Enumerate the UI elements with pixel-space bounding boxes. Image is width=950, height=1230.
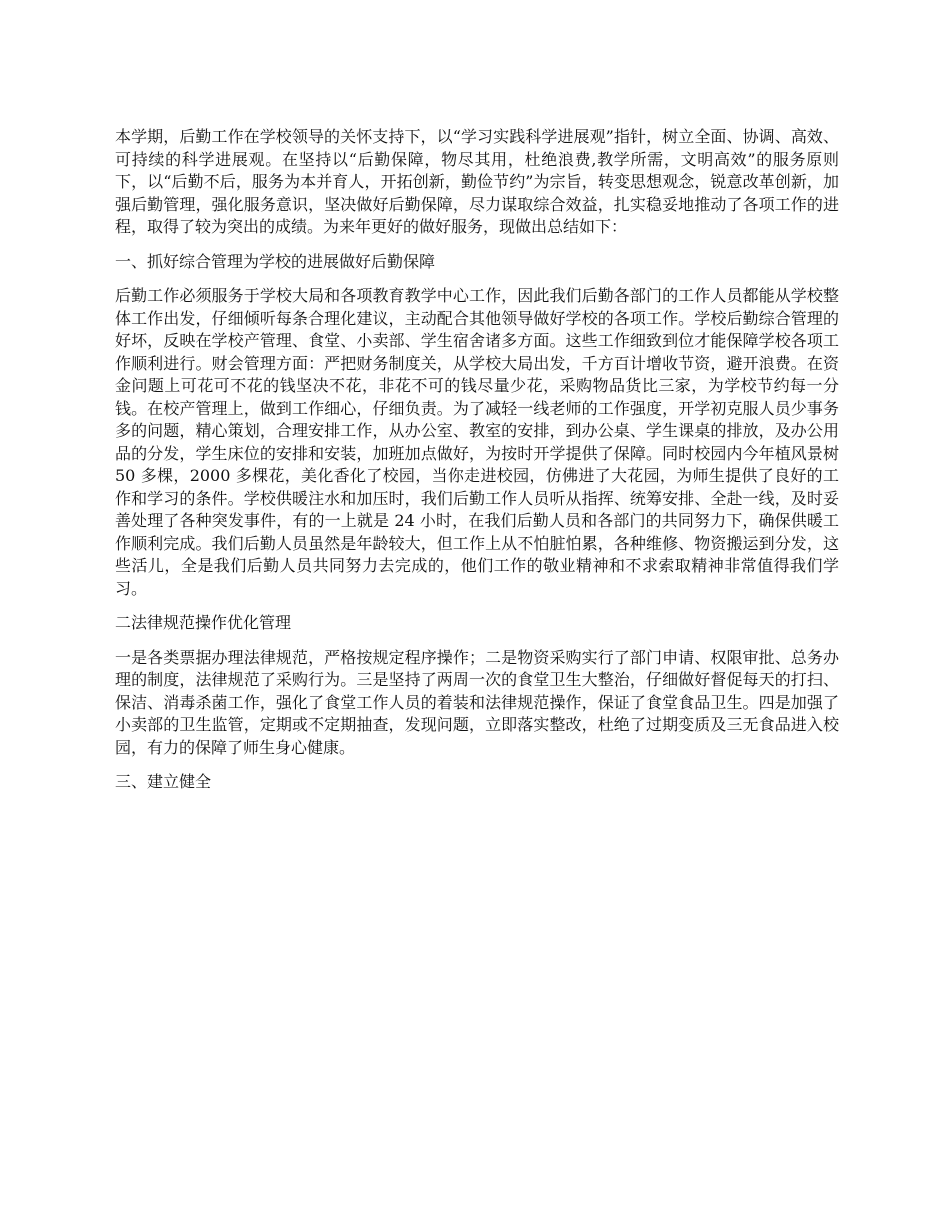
section-1-paragraph: 后勤工作必须服务于学校大局和各项教育教学中心工作，因此我们后勤各部门的工作人员都能从学校整体工作出发，仔细倾听每条合理化建议，主动配合其他领导做好学校的各项工作。学校后勤综合管理的好坏，反映在学校产管理、食堂、小卖部、学生宿舍诸多方面。这些工作细致到位才能保障学校各项工作顺利进行。财会管理方面：严把财务制度关，从学校大局出发，千方百计增收节资，避开浪费。在资金问题上可花可不花的钱坚决不花，非花不可的钱尽量少花，采购物品货比三家，为学校节约每一分钱。在校产管理上，做到工作细心，仔细负责。为了减轻一线老师的工作强度，开学初克服人员少事务多的问题，精心策划，合理安排工作，从办公室、教室的安排，到办公桌、学生课桌的排放，及办公用品的分发，学生床位的安排和安装，加班加点做好，为按时开学提供了保障。同时校园内今年植风景树 50 多棵，2000 多棵花，美化香化了校园，当你走进校园，仿佛进了大花园，为师生提供了良好的工作和学习的条件。学校供暖注水和加压时，我们后勤工作人员听从指挥、统筹安排、全赴一线，及时妥善处理了各种突发事件，有的一上就是 24 小时，在我们后勤人员和各部门的共同努力下，确保供暖工作顺利完成。我们后勤人员虽然是年龄较大，但工作上从不怕脏怕累，各种维修、物资搬运到分发，这些活儿，全是我们后勤人员共同努力去完成的，他们工作的敬业精神和不求索取精神非常值得我们学习。 bbox=[115, 286, 839, 598]
section-1-heading: 一、抓好综合管理为学校的进展做好后勤保障 bbox=[115, 251, 436, 271]
section-3-heading: 三、建立健全 bbox=[115, 772, 212, 791]
section-2-paragraph: 一是各类票据办理法律规范，严格按规定程序操作；二是物资采购实行了部门申请、权限审批、总务办理的制度，法律规范了采购行为。三是坚持了两周一次的食堂卫生大整治，仔细做好督促每天的打扫、保洁、消毒杀菌工作，强化了食堂工作人员的着装和法律规范操作，保证了食堂食品卫生。四是加强了小卖部的卫生监管，定期或不定期抽查，发现问题，立即落实整改，杜绝了过期变质及三无食品进入校园，有力的保障了师生身心健康。 bbox=[115, 647, 839, 757]
document-page bbox=[115, 126, 839, 806]
section-2-heading: 二法律规范操作优化管理 bbox=[115, 613, 292, 632]
intro-paragraph: 本学期，后勤工作在学校领导的关怀支持下，以“学习实践科学进展观”指针，树立全面、协调、高效、可持续的科学进展观。在坚持以“后勤保障，物尽其用，杜绝浪费,教学所需，文明高效”的服务原则下，以“后勤不后，服务为本并育人，开拓创新，勤俭节约”为宗旨，转变思想观念，锐意改革创新，加强后勤管理，强化服务意识，坚决做好后勤保障，尽力谋取综合效益，扎实稳妥地推动了各项工作的进程，取得了较为突出的成绩。为来年更好的做好服务，现做出总结如下： bbox=[115, 127, 839, 236]
